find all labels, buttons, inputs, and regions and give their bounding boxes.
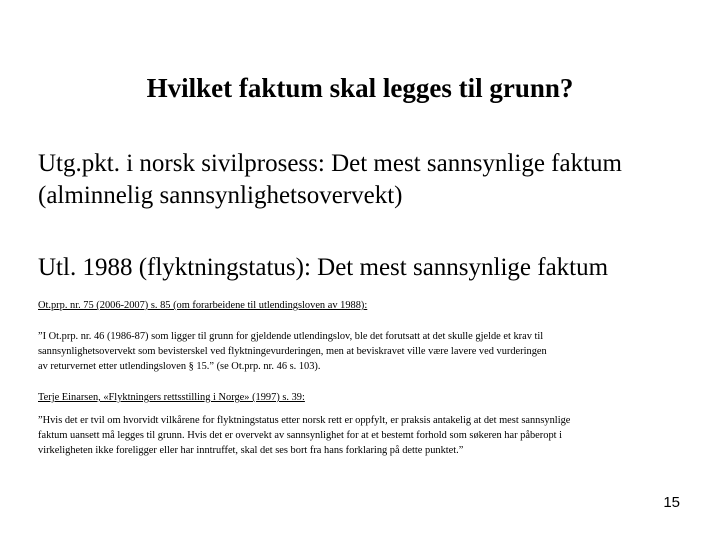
bullet-civil-procedure	[38, 148, 708, 212]
bullet-civil-procedure-line-1: Utg.pkt. i norsk sivilprosess: Det mest sannsynlige faktum	[38, 150, 622, 177]
page-number: 15	[663, 494, 680, 511]
quote-einarsen-line-2: faktum uansett må legges til grunn. Hvis det er overvekt av sannsynlighet for at et bestemt forhold som søkeren har påberopt i	[38, 430, 563, 441]
quote-ot-prp-line-1: ”I Ot.prp. nr. 46 (1986-87) som ligger til grunn for gjeldende utlendingslov, ble det forutsatt at det skulle gjelde et krav til	[38, 331, 544, 342]
bullet-civil-procedure-line-2: (alminnelig sannsynlighetsovervekt)	[38, 182, 403, 209]
quote-einarsen-line-3: virkeligheten ikke foreligger eller har inntruffet, skal det ses bort fra hans forklaring på dette punktet.”	[38, 445, 464, 456]
quote-ot-prp	[38, 329, 698, 374]
quote-einarsen	[38, 413, 698, 458]
quote-ot-prp-line-2: sannsynlighetsovervekt som bevisterskel ved flyktningevurderingen, men at beviskravet ville være lavere ved vurderingen	[38, 346, 547, 357]
slide-title: Hvilket faktum skal legges til grunn?	[146, 73, 574, 103]
source-ot-prp-75: Ot.prp. nr. 75 (2006-2007) s. 85 (om forarbeidene til utlendingsloven av 1988):	[38, 300, 368, 311]
quote-einarsen-line-1: ”Hvis det er tvil om hvorvidt vilkårene for flyktningstatus etter norsk rett er oppfylt, er praksis antakelig at det mest sannsynlige	[38, 415, 571, 426]
source-einarsen: Terje Einarsen, «Flyktningers rettsstilling i Norge» (1997) s. 39:	[38, 392, 305, 403]
quote-ot-prp-line-3: av returvernet etter utlendingsloven § 15.” (se Ot.prp. nr. 46 s. 103).	[38, 361, 321, 372]
bullet-immigration-act-1988: Utl. 1988 (flyktningstatus): Det mest sannsynlige faktum	[38, 254, 609, 281]
